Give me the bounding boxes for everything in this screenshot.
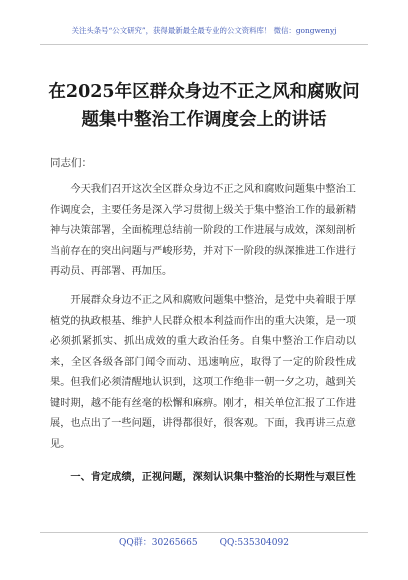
document-title: 在2025年区群众身边不正之风和腐败问题集中整治工作调度会上的讲话 bbox=[48, 82, 360, 130]
footer-divider bbox=[40, 532, 368, 533]
salutation: 同志们： bbox=[50, 157, 92, 169]
header-banner: 关注头条号“公文研究”，获得最新最全最专业的公文资料库！ 微信：gongwenyj bbox=[71, 26, 337, 35]
footer-qq-group: QQ群：30265665 bbox=[119, 538, 198, 548]
paragraph-1: 今天我们召开这次全区群众身边不正之风和腐败问题集中整治工作调度会，主要任务是深入学习贯彻上级关于集中整治工作的最新精神与决策部署，全面梳理总结前一阶段的工作进展与成效，深刻剖析当前存在的突出问题与严峻形势，并对下一阶段的纵深推进工作进行再动员、再部署、再加压。 bbox=[50, 184, 356, 277]
section-heading: 一、肯定成绩，正视问题，深刻认识集中整治的长期性与艰巨性 bbox=[70, 471, 356, 483]
header-divider bbox=[40, 44, 368, 45]
footer bbox=[40, 536, 368, 550]
paragraph-2: 开展群众身边不正之风和腐败问题集中整治，是党中央着眼于厚植党的执政根基、维护人民群众根本利益而作出的重大决策，是一项必须抓紧抓实、抓出成效的重大政治任务。自集中整治工作启动以来，全区各级各部门闻令而动、迅速响应，取得了一定的阶段性成果。但我们必须清醒地认识到，这项工作绝非一朝一夕之功，越到关键时期，越不能有丝毫的松懈和麻痹。刚才，相关单位汇报了工作进展，也点出了一些问题，讲得都很好，很客观。下面，我再讲三点意见。 bbox=[50, 295, 356, 450]
footer-qq: QQ:535304092 bbox=[219, 538, 289, 548]
